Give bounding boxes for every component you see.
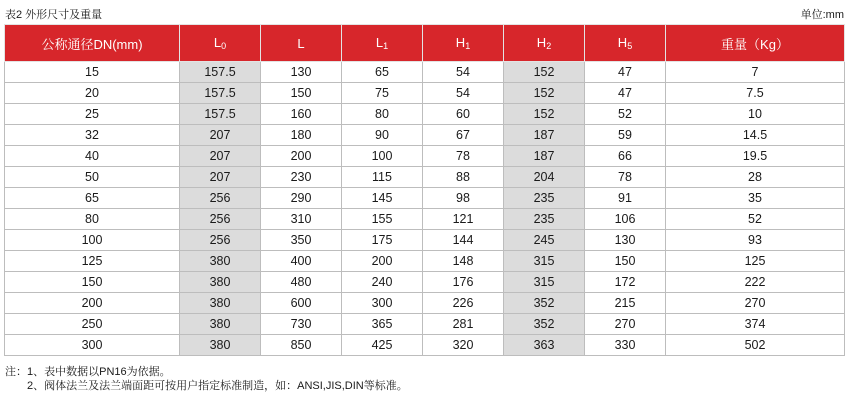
table-cell: 300 <box>5 335 180 356</box>
table-cell: 75 <box>342 83 423 104</box>
table-cell: 91 <box>585 188 666 209</box>
table-cell: 315 <box>504 251 585 272</box>
table-cell: 65 <box>5 188 180 209</box>
table-cell: 20 <box>5 83 180 104</box>
table-cell: 155 <box>342 209 423 230</box>
table-cell: 200 <box>5 293 180 314</box>
table-cell: 40 <box>5 146 180 167</box>
table-cell: 281 <box>423 314 504 335</box>
table-cell: 240 <box>342 272 423 293</box>
table-cell: 270 <box>666 293 845 314</box>
table-row <box>5 314 845 335</box>
table-cell: 730 <box>261 314 342 335</box>
column-header-label: H <box>455 35 466 50</box>
table-cell: 28 <box>666 167 845 188</box>
table-cell: 176 <box>423 272 504 293</box>
table-cell: 502 <box>666 335 845 356</box>
column-header <box>585 25 666 62</box>
table-cell: 10 <box>666 104 845 125</box>
table-cell: 125 <box>5 251 180 272</box>
table-row <box>5 335 845 356</box>
table-cell: 330 <box>585 335 666 356</box>
table-cell: 365 <box>342 314 423 335</box>
column-header <box>504 25 585 62</box>
table-cell: 315 <box>504 272 585 293</box>
table-cell: 78 <box>585 167 666 188</box>
table-cell: 32 <box>5 125 180 146</box>
table-cell: 125 <box>666 251 845 272</box>
table-cell: 80 <box>5 209 180 230</box>
table-cell: 7.5 <box>666 83 845 104</box>
table-row <box>5 272 845 293</box>
table-cell: 160 <box>261 104 342 125</box>
table-cell: 130 <box>585 230 666 251</box>
table-cell: 88 <box>423 167 504 188</box>
table-cell: 172 <box>585 272 666 293</box>
table-cell: 52 <box>585 104 666 125</box>
table-cell: 93 <box>666 230 845 251</box>
table-cell: 380 <box>180 251 261 272</box>
table-cell: 152 <box>504 104 585 125</box>
table-cell: 207 <box>180 146 261 167</box>
table-cell: 256 <box>180 230 261 251</box>
column-header-subscript: 5 <box>627 41 633 51</box>
table-row <box>5 230 845 251</box>
table-cell: 90 <box>342 125 423 146</box>
table-row <box>5 251 845 272</box>
table-cell: 47 <box>585 62 666 83</box>
header-row <box>5 25 845 62</box>
table-cell: 100 <box>5 230 180 251</box>
table-cell: 59 <box>585 125 666 146</box>
table-cell: 157.5 <box>180 62 261 83</box>
table-cell: 200 <box>261 146 342 167</box>
table-cell: 35 <box>666 188 845 209</box>
table-cell: 115 <box>342 167 423 188</box>
table-row <box>5 188 845 209</box>
table-cell: 121 <box>423 209 504 230</box>
column-header-subscript: 1 <box>465 41 471 51</box>
column-header-label: L <box>213 35 222 50</box>
table-cell: 150 <box>261 83 342 104</box>
table-row <box>5 83 845 104</box>
table-cell: 157.5 <box>180 83 261 104</box>
table-cell: 480 <box>261 272 342 293</box>
column-header <box>261 25 342 62</box>
table-cell: 150 <box>585 251 666 272</box>
table-cell: 363 <box>504 335 585 356</box>
table-cell: 15 <box>5 62 180 83</box>
table-cell: 25 <box>5 104 180 125</box>
table-cell: 106 <box>585 209 666 230</box>
table-cell: 19.5 <box>666 146 845 167</box>
column-header-label: L <box>375 35 384 50</box>
table-cell: 320 <box>423 335 504 356</box>
table-cell: 235 <box>504 188 585 209</box>
table-row <box>5 104 845 125</box>
table-cell: 187 <box>504 146 585 167</box>
table-cell: 200 <box>342 251 423 272</box>
table-cell: 148 <box>423 251 504 272</box>
table-cell: 380 <box>180 293 261 314</box>
table-cell: 374 <box>666 314 845 335</box>
table-cell: 145 <box>342 188 423 209</box>
table-cell: 226 <box>423 293 504 314</box>
table-cell: 144 <box>423 230 504 251</box>
unit-label: 单位:mm <box>800 9 844 21</box>
table-cell: 400 <box>261 251 342 272</box>
column-header-label: H <box>536 35 547 50</box>
table-cell: 52 <box>666 209 845 230</box>
table-cell: 207 <box>180 167 261 188</box>
table-cell: 100 <box>342 146 423 167</box>
table-cell: 350 <box>261 230 342 251</box>
column-header <box>666 25 845 62</box>
table-row <box>5 62 845 83</box>
table-cell: 50 <box>5 167 180 188</box>
column-header-label: H <box>617 35 628 50</box>
table-cell: 250 <box>5 314 180 335</box>
table-cell: 207 <box>180 125 261 146</box>
column-header-subscript: 0 <box>221 41 227 51</box>
column-header-subscript: 1 <box>383 41 389 51</box>
table-cell: 352 <box>504 314 585 335</box>
dimension-weight-table <box>4 24 845 356</box>
table-cell: 130 <box>261 62 342 83</box>
column-header <box>423 25 504 62</box>
notes <box>5 365 408 393</box>
column-header <box>5 25 180 62</box>
table-cell: 152 <box>504 62 585 83</box>
table-row <box>5 146 845 167</box>
table-cell: 300 <box>342 293 423 314</box>
table-cell: 187 <box>504 125 585 146</box>
column-header-label: L <box>297 35 305 51</box>
table-row <box>5 209 845 230</box>
table-cell: 600 <box>261 293 342 314</box>
table-cell: 204 <box>504 167 585 188</box>
table-cell: 180 <box>261 125 342 146</box>
table-cell: 380 <box>180 314 261 335</box>
table-cell: 352 <box>504 293 585 314</box>
table-row <box>5 167 845 188</box>
table-cell: 150 <box>5 272 180 293</box>
table-cell: 235 <box>504 209 585 230</box>
table-cell: 256 <box>180 209 261 230</box>
table-cell: 380 <box>180 335 261 356</box>
table-row <box>5 293 845 314</box>
table-caption: 表2 外形尺寸及重量 <box>5 9 103 21</box>
table-cell: 98 <box>423 188 504 209</box>
table-cell: 310 <box>261 209 342 230</box>
table-cell: 175 <box>342 230 423 251</box>
table-cell: 215 <box>585 293 666 314</box>
table-cell: 222 <box>666 272 845 293</box>
table-cell: 270 <box>585 314 666 335</box>
table-cell: 54 <box>423 83 504 104</box>
table-cell: 290 <box>261 188 342 209</box>
table-cell: 850 <box>261 335 342 356</box>
table-cell: 67 <box>423 125 504 146</box>
table-cell: 157.5 <box>180 104 261 125</box>
column-header-label: 重量（Kg） <box>721 36 789 52</box>
table-row <box>5 125 845 146</box>
column-header-label: 公称通径DN(mm) <box>41 36 143 52</box>
table-cell: 78 <box>423 146 504 167</box>
note-1: 注：1、表中数据以PN16为依据。 <box>5 366 171 378</box>
table-cell: 60 <box>423 104 504 125</box>
table-cell: 14.5 <box>666 125 845 146</box>
column-header <box>180 25 261 62</box>
table-cell: 47 <box>585 83 666 104</box>
table-cell: 380 <box>180 272 261 293</box>
table-cell: 425 <box>342 335 423 356</box>
column-header-subscript: 2 <box>546 41 552 51</box>
column-header <box>342 25 423 62</box>
table-cell: 245 <box>504 230 585 251</box>
table-cell: 230 <box>261 167 342 188</box>
table-cell: 80 <box>342 104 423 125</box>
table-cell: 66 <box>585 146 666 167</box>
table-cell: 7 <box>666 62 845 83</box>
table-cell: 65 <box>342 62 423 83</box>
table-cell: 54 <box>423 62 504 83</box>
table-cell: 256 <box>180 188 261 209</box>
note-2: 2、阀体法兰及法兰端面距可按用户指定标准制造，如：ANSI,JIS,DIN等标准。 <box>27 380 408 392</box>
table-cell: 152 <box>504 83 585 104</box>
